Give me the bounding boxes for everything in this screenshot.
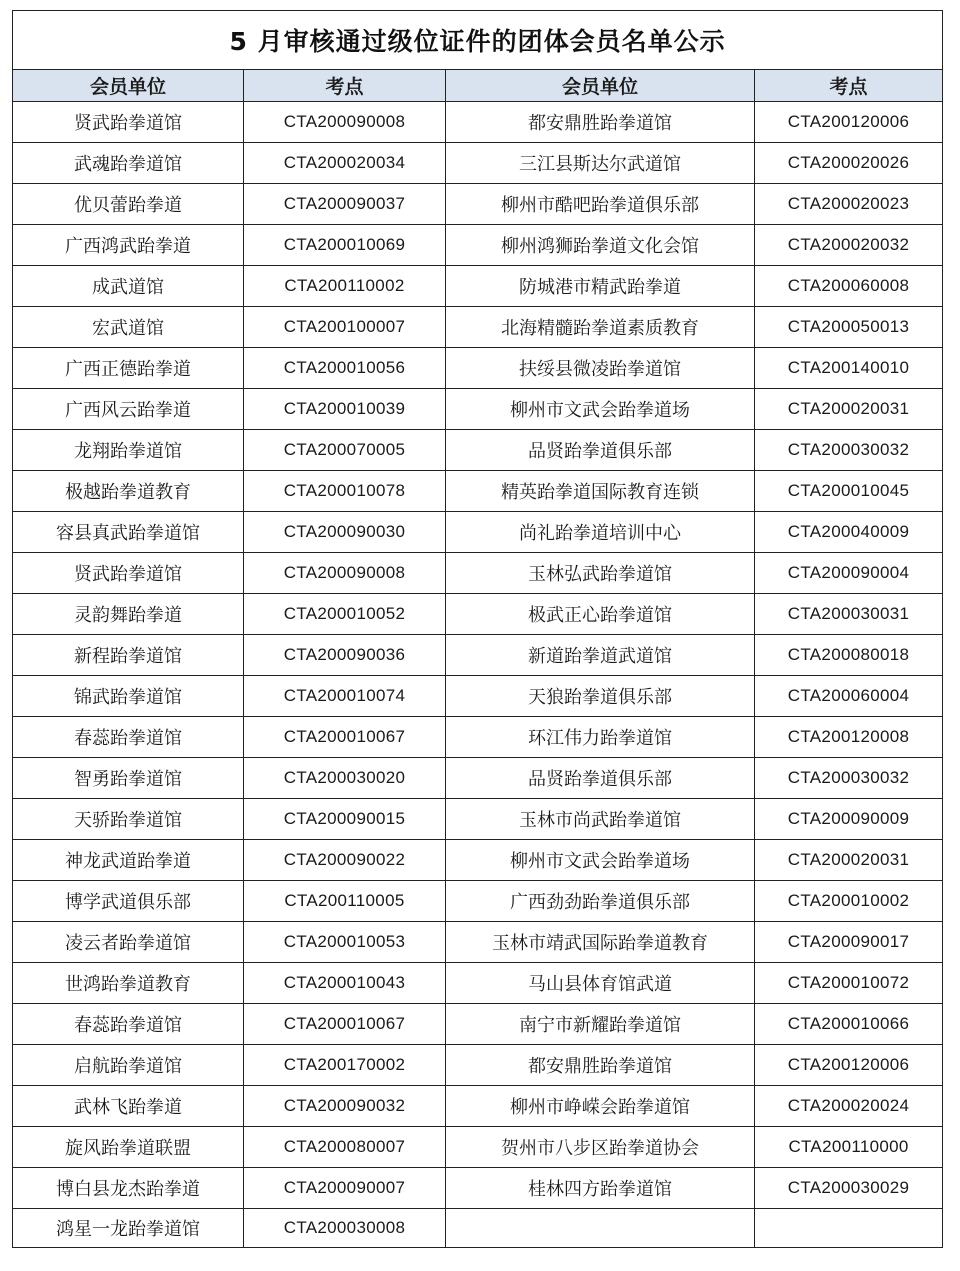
table-row	[13, 717, 943, 758]
exam-site-code-cell: CTA200010053	[244, 922, 446, 963]
exam-site-code-cell: CTA200110005	[244, 881, 446, 922]
member-unit-cell: 春蕊跆拳道馆	[13, 717, 244, 758]
member-unit-cell: 优贝蕾跆拳道	[13, 184, 244, 225]
exam-site-code-cell: CTA200020034	[244, 143, 446, 184]
member-unit-cell: 柳州市酷吧跆拳道俱乐部	[446, 184, 755, 225]
exam-site-code-cell	[755, 1209, 943, 1248]
member-unit-cell: 天狼跆拳道俱乐部	[446, 676, 755, 717]
exam-site-code-cell: CTA200080018	[755, 635, 943, 676]
table-row	[13, 1168, 943, 1209]
exam-site-code-cell: CTA200010069	[244, 225, 446, 266]
exam-site-code-cell: CTA200010067	[244, 1004, 446, 1045]
exam-site-code-cell: CTA200010039	[244, 389, 446, 430]
exam-site-code-cell: CTA200080007	[244, 1127, 446, 1168]
exam-site-code-cell: CTA200010052	[244, 594, 446, 635]
exam-site-code-cell: CTA200090017	[755, 922, 943, 963]
exam-site-code-cell: CTA200120006	[755, 1045, 943, 1086]
exam-site-code-cell: CTA200090008	[244, 102, 446, 143]
exam-site-code-cell: CTA200010002	[755, 881, 943, 922]
exam-site-code-cell: CTA200170002	[244, 1045, 446, 1086]
member-unit-cell: 贤武跆拳道馆	[13, 102, 244, 143]
table-row	[13, 676, 943, 717]
header-exam-site-right: 考点	[755, 70, 943, 102]
member-unit-cell: 广西风云跆拳道	[13, 389, 244, 430]
member-unit-cell: 博学武道俱乐部	[13, 881, 244, 922]
exam-site-code-cell: CTA200020023	[755, 184, 943, 225]
member-unit-cell: 成武道馆	[13, 266, 244, 307]
page-title: 5 月审核通过级位证件的团体会员名单公示	[13, 11, 943, 70]
exam-site-code-cell: CTA200010066	[755, 1004, 943, 1045]
member-unit-cell: 玉林市靖武国际跆拳道教育	[446, 922, 755, 963]
member-unit-cell: 锦武跆拳道馆	[13, 676, 244, 717]
exam-site-code-cell: CTA200010056	[244, 348, 446, 389]
exam-site-code-cell: CTA200050013	[755, 307, 943, 348]
member-unit-cell: 武魂跆拳道馆	[13, 143, 244, 184]
exam-site-code-cell: CTA200030029	[755, 1168, 943, 1209]
table-row	[13, 266, 943, 307]
member-unit-cell: 新程跆拳道馆	[13, 635, 244, 676]
exam-site-code-cell: CTA200090007	[244, 1168, 446, 1209]
member-unit-cell: 玉林弘武跆拳道馆	[446, 553, 755, 594]
member-unit-cell: 博白县龙杰跆拳道	[13, 1168, 244, 1209]
exam-site-code-cell: CTA200030031	[755, 594, 943, 635]
member-unit-cell: 旋风跆拳道联盟	[13, 1127, 244, 1168]
member-unit-cell: 广西劲劲跆拳道俱乐部	[446, 881, 755, 922]
table-row	[13, 922, 943, 963]
member-unit-cell: 广西正德跆拳道	[13, 348, 244, 389]
table-row	[13, 1209, 943, 1248]
table-row	[13, 963, 943, 1004]
member-table	[12, 10, 943, 1248]
member-unit-cell: 世鸿跆拳道教育	[13, 963, 244, 1004]
member-unit-cell: 北海精髓跆拳道素质教育	[446, 307, 755, 348]
exam-site-code-cell: CTA200010067	[244, 717, 446, 758]
exam-site-code-cell: CTA200020031	[755, 840, 943, 881]
member-unit-cell: 极越跆拳道教育	[13, 471, 244, 512]
member-unit-cell	[446, 1209, 755, 1248]
table-row	[13, 1086, 943, 1127]
member-unit-cell: 智勇跆拳道馆	[13, 758, 244, 799]
exam-site-code-cell: CTA200090004	[755, 553, 943, 594]
member-unit-cell: 灵韵舞跆拳道	[13, 594, 244, 635]
member-unit-cell: 龙翔跆拳道馆	[13, 430, 244, 471]
member-unit-cell: 启航跆拳道馆	[13, 1045, 244, 1086]
member-unit-cell: 品贤跆拳道俱乐部	[446, 430, 755, 471]
table-row	[13, 799, 943, 840]
member-unit-cell: 神龙武道跆拳道	[13, 840, 244, 881]
member-unit-cell: 都安鼎胜跆拳道馆	[446, 1045, 755, 1086]
member-unit-cell: 贤武跆拳道馆	[13, 553, 244, 594]
exam-site-code-cell: CTA200010074	[244, 676, 446, 717]
table-row	[13, 512, 943, 553]
member-list-sheet	[12, 10, 942, 1248]
member-unit-cell: 柳州市峥嵘会跆拳道馆	[446, 1086, 755, 1127]
member-unit-cell: 桂林四方跆拳道馆	[446, 1168, 755, 1209]
member-unit-cell: 环江伟力跆拳道馆	[446, 717, 755, 758]
table-row	[13, 389, 943, 430]
exam-site-code-cell: CTA200030032	[755, 430, 943, 471]
member-unit-cell: 极武正心跆拳道馆	[446, 594, 755, 635]
exam-site-code-cell: CTA200070005	[244, 430, 446, 471]
table-row	[13, 143, 943, 184]
exam-site-code-cell: CTA200090037	[244, 184, 446, 225]
member-unit-cell: 天骄跆拳道馆	[13, 799, 244, 840]
table-row	[13, 553, 943, 594]
exam-site-code-cell: CTA200020026	[755, 143, 943, 184]
exam-site-code-cell: CTA200010078	[244, 471, 446, 512]
table-row	[13, 635, 943, 676]
member-unit-cell: 春蕊跆拳道馆	[13, 1004, 244, 1045]
table-row	[13, 758, 943, 799]
table-row	[13, 307, 943, 348]
exam-site-code-cell: CTA200110000	[755, 1127, 943, 1168]
table-row	[13, 184, 943, 225]
exam-site-code-cell: CTA200120006	[755, 102, 943, 143]
table-row	[13, 225, 943, 266]
exam-site-code-cell: CTA200030008	[244, 1209, 446, 1248]
table-row	[13, 881, 943, 922]
table-row	[13, 594, 943, 635]
exam-site-code-cell: CTA200090015	[244, 799, 446, 840]
exam-site-code-cell: CTA200140010	[755, 348, 943, 389]
exam-site-code-cell: CTA200020032	[755, 225, 943, 266]
exam-site-code-cell: CTA200100007	[244, 307, 446, 348]
member-unit-cell: 贺州市八步区跆拳道协会	[446, 1127, 755, 1168]
member-unit-cell: 宏武道馆	[13, 307, 244, 348]
exam-site-code-cell: CTA200010072	[755, 963, 943, 1004]
member-unit-cell: 南宁市新耀跆拳道馆	[446, 1004, 755, 1045]
member-unit-cell: 容县真武跆拳道馆	[13, 512, 244, 553]
exam-site-code-cell: CTA200090008	[244, 553, 446, 594]
exam-site-code-cell: CTA200030032	[755, 758, 943, 799]
exam-site-code-cell: CTA200090036	[244, 635, 446, 676]
member-unit-cell: 马山县体育馆武道	[446, 963, 755, 1004]
table-row	[13, 1045, 943, 1086]
table-row	[13, 1004, 943, 1045]
table-header-row	[13, 70, 943, 102]
table-row	[13, 430, 943, 471]
exam-site-code-cell: CTA200040009	[755, 512, 943, 553]
table-row	[13, 348, 943, 389]
member-unit-cell: 都安鼎胜跆拳道馆	[446, 102, 755, 143]
exam-site-code-cell: CTA200110002	[244, 266, 446, 307]
table-row	[13, 1127, 943, 1168]
member-unit-cell: 品贤跆拳道俱乐部	[446, 758, 755, 799]
member-unit-cell: 玉林市尚武跆拳道馆	[446, 799, 755, 840]
exam-site-code-cell: CTA200090022	[244, 840, 446, 881]
exam-site-code-cell: CTA200090009	[755, 799, 943, 840]
exam-site-code-cell: CTA200060004	[755, 676, 943, 717]
member-unit-cell: 柳州市文武会跆拳道场	[446, 389, 755, 430]
member-unit-cell: 扶绥县微凌跆拳道馆	[446, 348, 755, 389]
exam-site-code-cell: CTA200010043	[244, 963, 446, 1004]
table-row	[13, 102, 943, 143]
header-member-unit-right: 会员单位	[446, 70, 755, 102]
member-unit-cell: 尚礼跆拳道培训中心	[446, 512, 755, 553]
member-unit-cell: 三江县斯达尔武道馆	[446, 143, 755, 184]
table-row	[13, 840, 943, 881]
exam-site-code-cell: CTA200120008	[755, 717, 943, 758]
exam-site-code-cell: CTA200090032	[244, 1086, 446, 1127]
member-unit-cell: 柳州鸿狮跆拳道文化会馆	[446, 225, 755, 266]
member-unit-cell: 柳州市文武会跆拳道场	[446, 840, 755, 881]
table-row	[13, 471, 943, 512]
exam-site-code-cell: CTA200090030	[244, 512, 446, 553]
member-unit-cell: 精英跆拳道国际教育连锁	[446, 471, 755, 512]
member-unit-cell: 鸿星一龙跆拳道馆	[13, 1209, 244, 1248]
member-unit-cell: 广西鸿武跆拳道	[13, 225, 244, 266]
header-member-unit-left: 会员单位	[13, 70, 244, 102]
exam-site-code-cell: CTA200020024	[755, 1086, 943, 1127]
exam-site-code-cell: CTA200030020	[244, 758, 446, 799]
member-unit-cell: 防城港市精武跆拳道	[446, 266, 755, 307]
exam-site-code-cell: CTA200010045	[755, 471, 943, 512]
member-unit-cell: 武林飞跆拳道	[13, 1086, 244, 1127]
header-exam-site-left: 考点	[244, 70, 446, 102]
exam-site-code-cell: CTA200020031	[755, 389, 943, 430]
member-unit-cell: 新道跆拳道武道馆	[446, 635, 755, 676]
member-unit-cell: 凌云者跆拳道馆	[13, 922, 244, 963]
exam-site-code-cell: CTA200060008	[755, 266, 943, 307]
